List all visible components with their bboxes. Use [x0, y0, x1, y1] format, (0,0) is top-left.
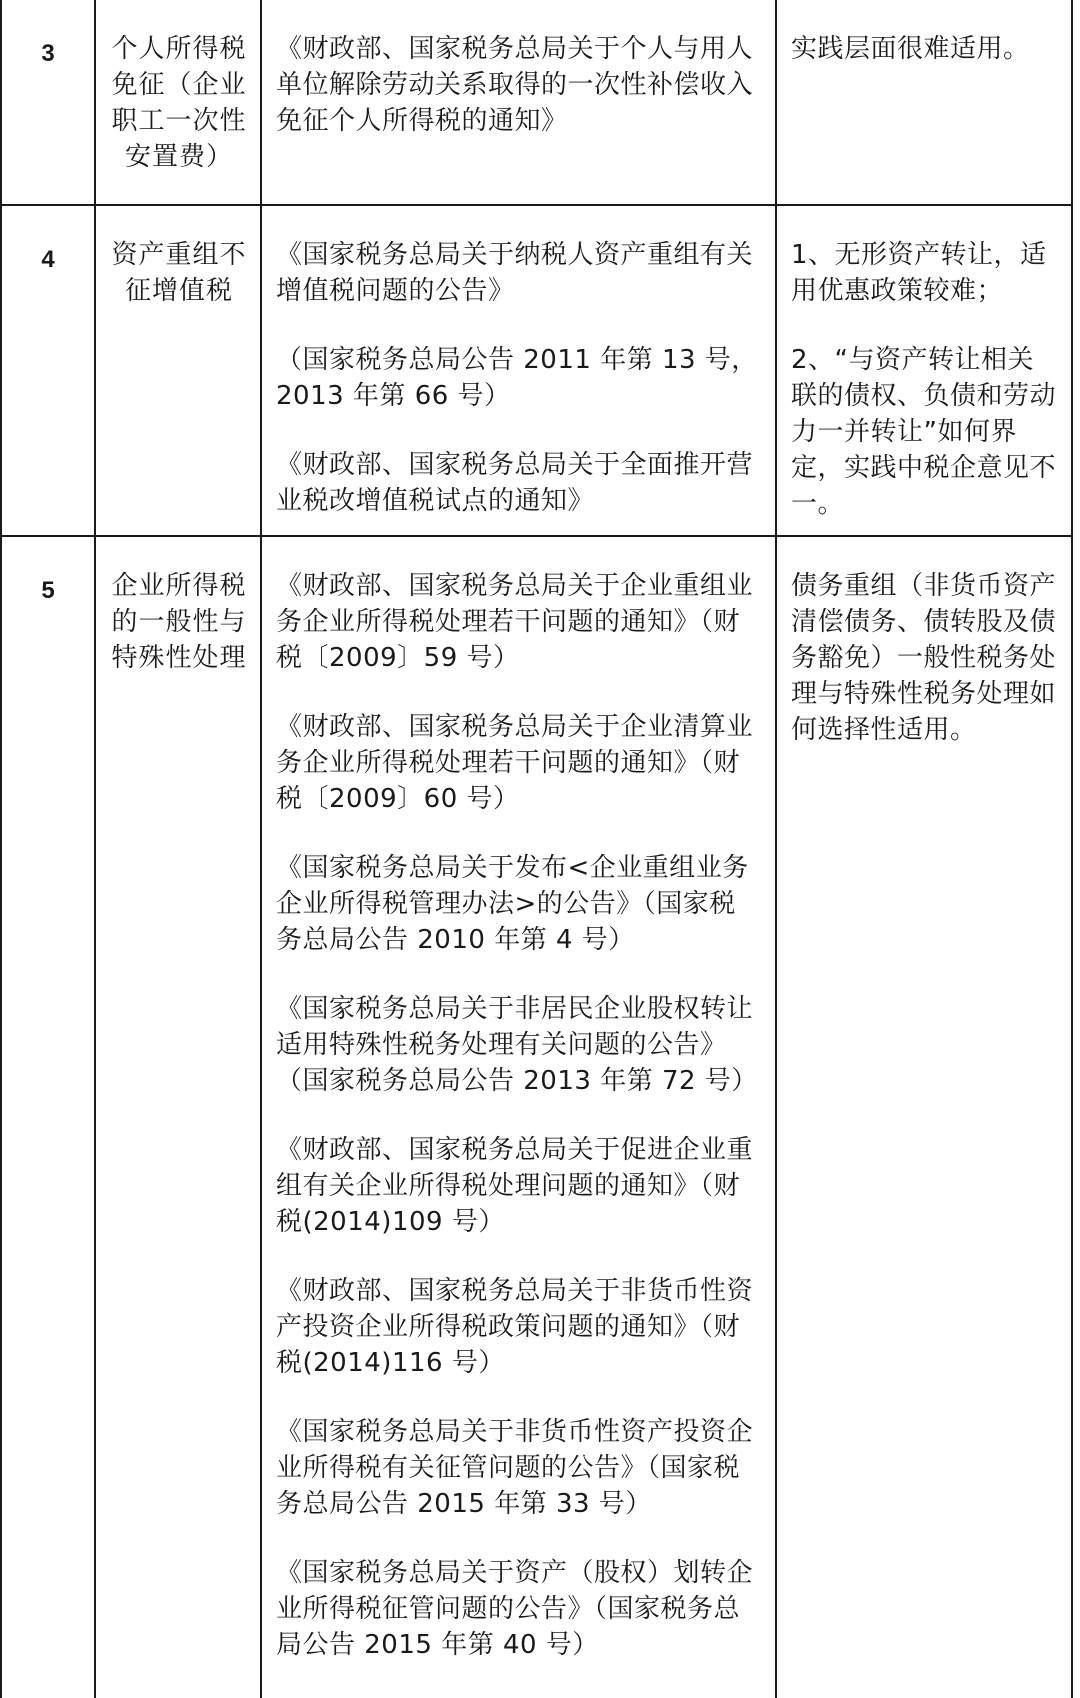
row-number: 3 [41, 40, 55, 67]
document-reference: 《财政部、国家税务总局关于企业清算业务企业所得税处理若干问题的通知》（财税〔2009〕60 号） [276, 712, 754, 814]
note-text: 债务重组（非货币资产清偿债务、债转股及债务豁免）一般性税务处理与特殊性税务处理如何选择性适用。 [791, 571, 1057, 745]
notes-cell [776, 536, 1072, 1698]
document-reference: 《财政部、国家税务总局关于全面推开营业税改增值税试点的通知》 [276, 450, 754, 516]
table-row [1, 536, 1072, 1698]
note-text: 2、“与资产转让相关联的债权、负债和劳动力一并转让”如何界定，实践中税企意见不一。 [791, 345, 1057, 519]
documents-cell [261, 536, 776, 1698]
note-text: 1、无形资产转让，适用优惠政策较难； [791, 240, 1047, 306]
document-reference: 《国家税务总局关于纳税人资产重组有关增值税问题的公告》 [276, 240, 754, 306]
table-row [1, 205, 1072, 536]
document-reference: 《财政部、国家税务总局关于个人与用人单位解除劳动关系取得的一次性补偿收入免征个人所得税的通知》 [276, 34, 754, 136]
item-name-cell [95, 536, 261, 1698]
document-reference: 《财政部、国家税务总局关于非货币性资产投资企业所得税政策问题的通知》（财税(2014)116 号） [276, 1276, 754, 1378]
row-number-cell [1, 205, 95, 536]
row-number: 5 [41, 577, 55, 604]
document-reference: 《财政部、国家税务总局关于企业重组业务企业所得税处理若干问题的通知》（财税〔2009〕59 号） [276, 571, 754, 673]
document-reference: 《国家税务总局关于非居民企业股权转让适用特殊性税务处理有关问题的公告》（国家税务总局公告 2013 年第 72 号） [276, 994, 758, 1096]
item-name-cell [95, 205, 261, 536]
row-number-cell [1, 536, 95, 1698]
document-reference: 《国家税务总局关于资产（股权）划转企业所得税征管问题的公告》（国家税务总局公告 2015 年第 40 号） [276, 1558, 754, 1660]
document-reference: 《国家税务总局关于非货币性资产投资企业所得税有关征管问题的公告》（国家税务总局公告 2015 年第 33 号） [276, 1417, 754, 1519]
document-reference: 《国家税务总局关于发布<企业重组业务企业所得税管理办法>的公告》（国家税务总局公告 2010 年第 4 号） [276, 853, 749, 955]
notes-cell [776, 205, 1072, 536]
item-name: 资产重组不征增值税 [111, 240, 247, 306]
note-text: 实践层面很难适用。 [791, 34, 1030, 64]
item-name-cell [95, 0, 261, 205]
item-name: 企业所得税的一般性与特殊性处理 [111, 571, 247, 673]
documents-cell [261, 0, 776, 205]
document-reference: 《财政部、国家税务总局关于促进企业重组有关企业所得税处理问题的通知》（财税(2014)109 号） [276, 1135, 754, 1237]
notes-cell [776, 0, 1072, 205]
item-name: 个人所得税免征（企业职工一次性安置费） [111, 34, 247, 172]
document-reference: （国家税务总局公告 2011 年第 13 号，2013 年第 66 号） [276, 345, 758, 411]
documents-cell [261, 205, 776, 536]
row-number-cell [1, 0, 95, 205]
table-row [1, 0, 1072, 205]
row-number: 4 [41, 246, 55, 273]
